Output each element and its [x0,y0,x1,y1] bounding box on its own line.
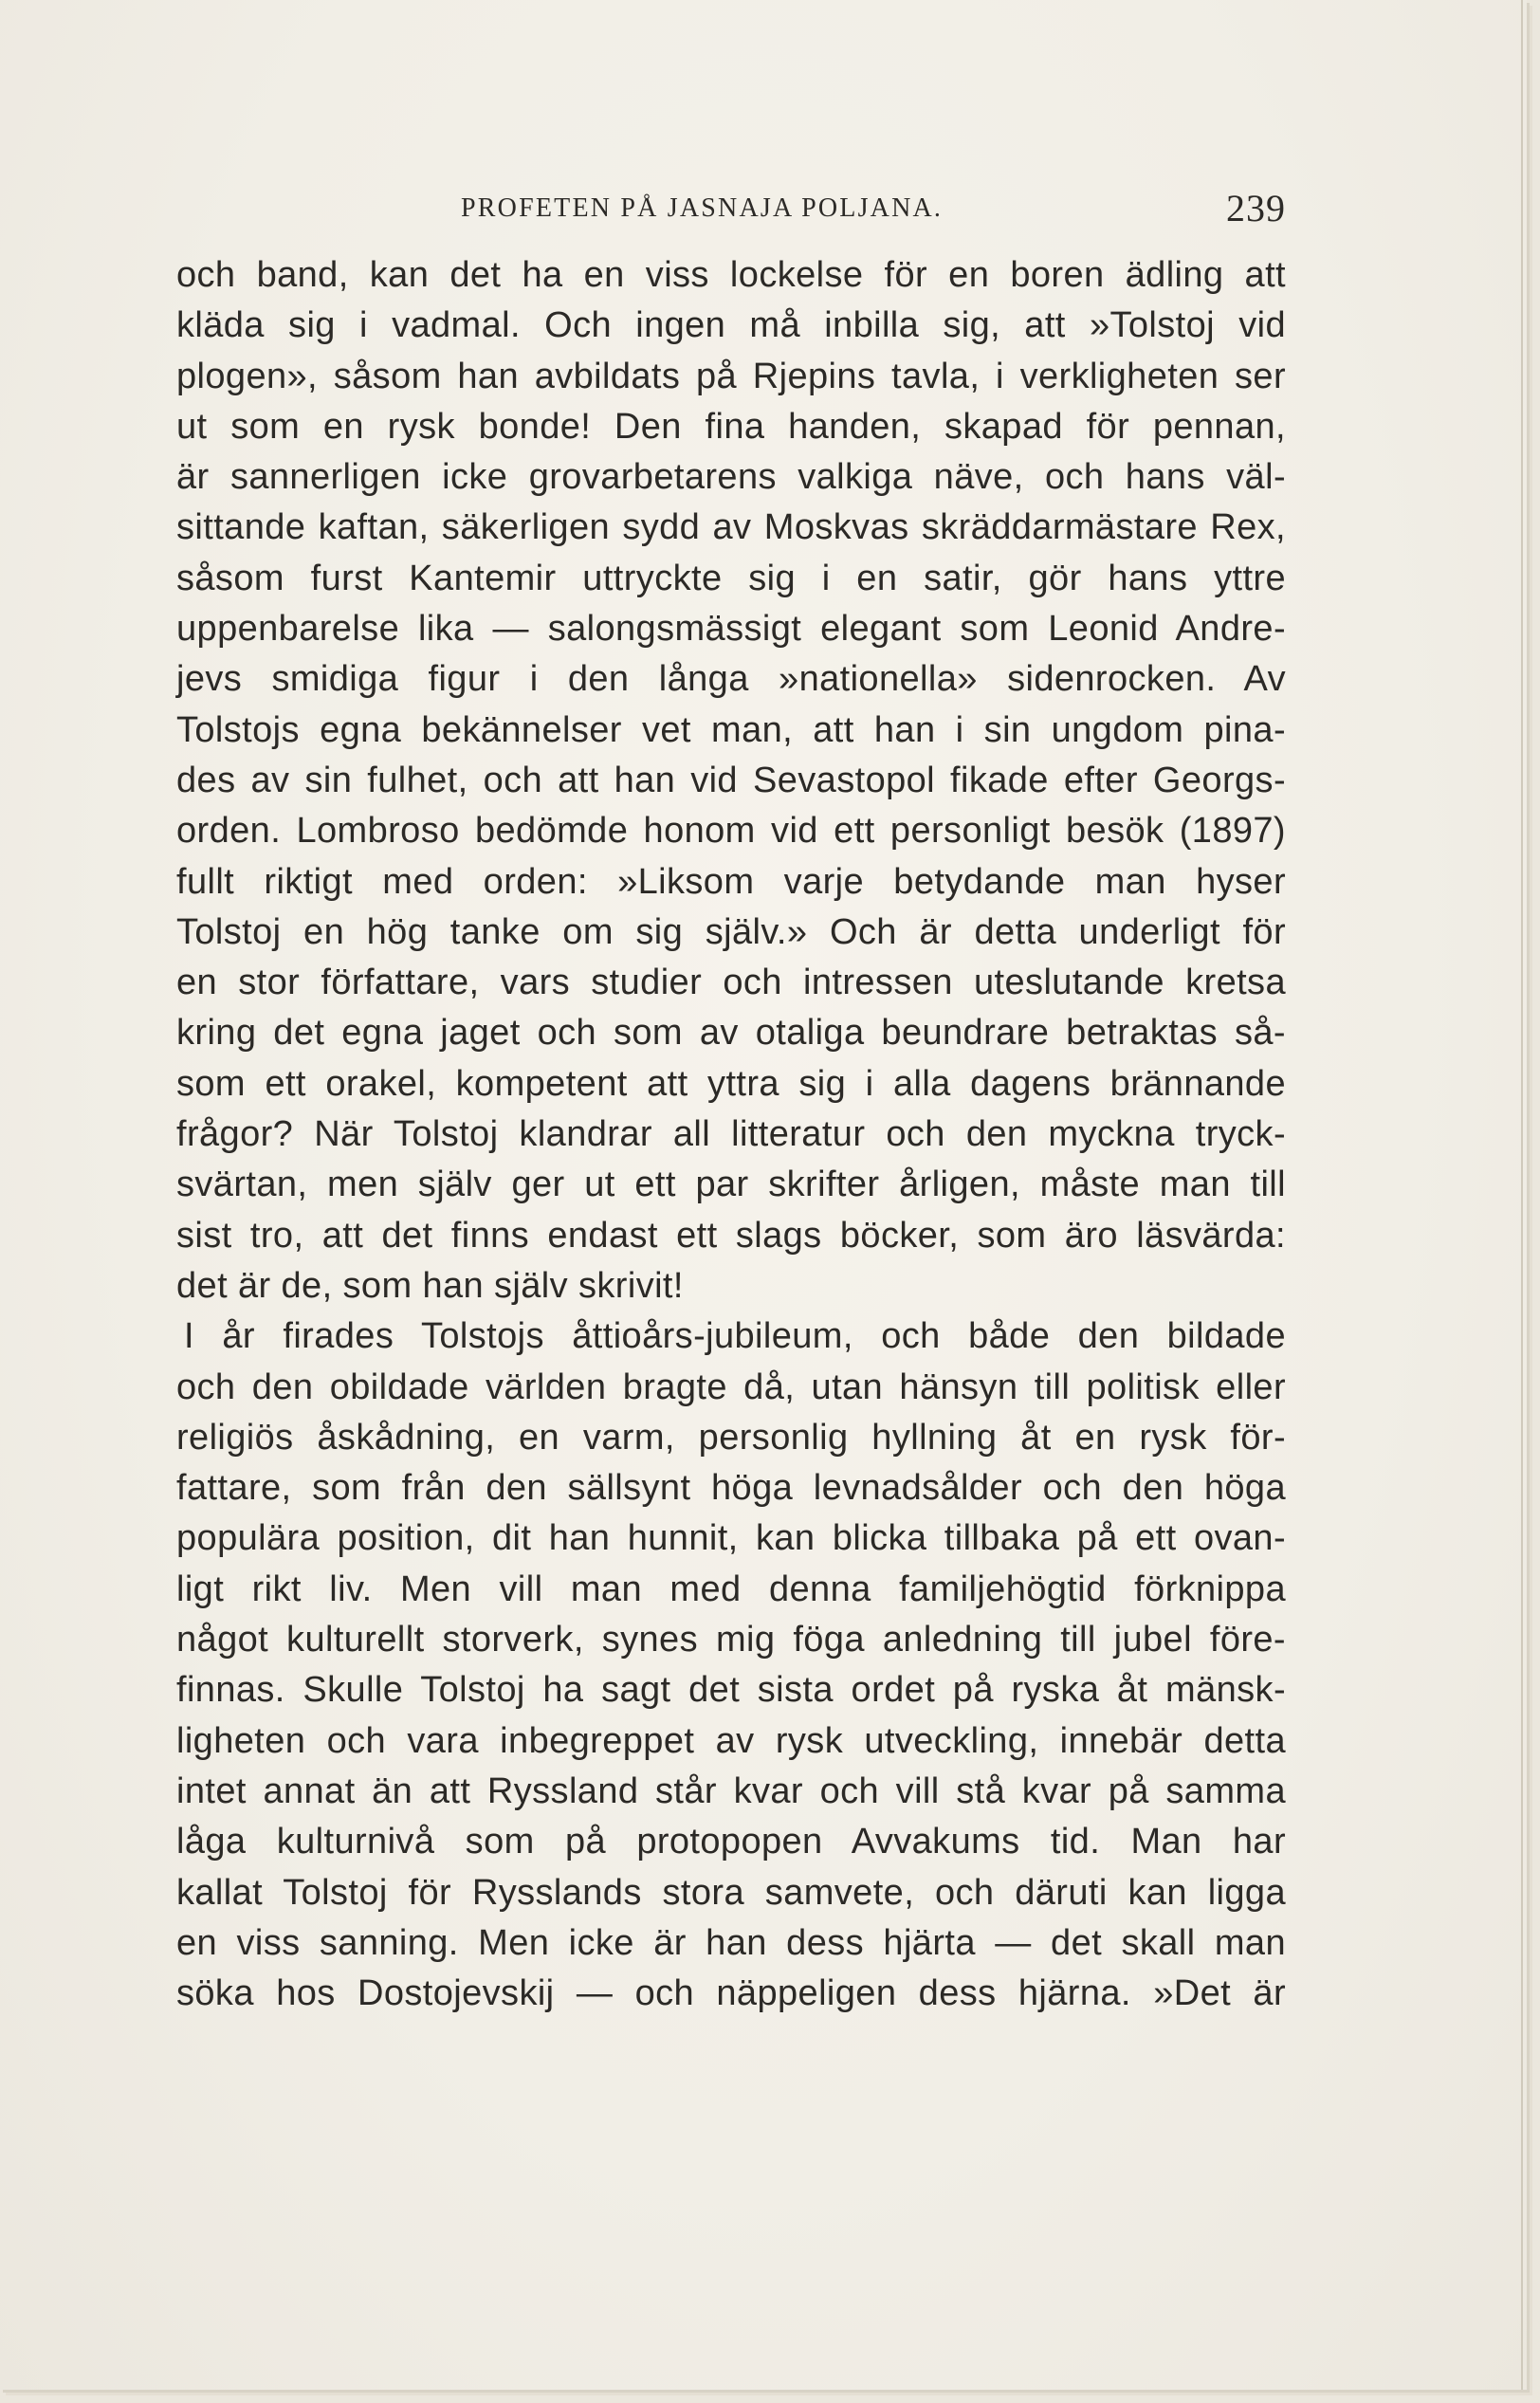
text-line: orden. Lombroso bedömde honom vid ett personligt besök (1897) [176,811,1286,852]
text-line: plogen», såsom han avbildats på Rjepins tavla, i verkligheten ser [176,356,1286,396]
text-line: jevs smidiga figur i den långa »nationella» sidenrocken. Av [176,659,1286,700]
text-line: fullt riktigt med orden: »Liksom varje betydande man hyser [176,861,1286,902]
paragraph-start-line: I år firades Tolstojs åttioårs-jubileum, och både den bildade [184,1316,1286,1357]
text-line: som ett orakel, kompetent att yttra sig i alla dagens brännande [176,1063,1286,1104]
text-line: populära position, dit han hunnit, kan blicka tillbaka på ett ovan- [176,1518,1286,1559]
text-line: något kulturellt storverk, synes mig föga anledning till jubel före- [176,1620,1286,1660]
body-text [176,250,1286,2019]
text-line: ut som en rysk bonde! Den fina handen, skapad för pennan, [176,406,1286,447]
text-line: intet annat än att Ryssland står kvar och vill stå kvar på samma [176,1770,1286,1811]
text-line: är sannerligen icke grovarbetarens valkiga näve, och hans väl- [176,457,1286,498]
text-line: kallat Tolstoj för Rysslands stora samvete, och däruti kan ligga [176,1872,1286,1913]
text-line: och band, kan det ha en viss lockelse för en boren ädling att [176,255,1286,295]
running-head [176,184,1286,241]
text-line: låga kulturnivå som på protopopen Avvakums tid. Man har [176,1822,1286,1862]
text-line: sist tro, att det finns endast ett slags böcker, som äro läsvärda: [176,1215,1286,1256]
text-line: svärtan, men själv ger ut ett par skrifter årligen, måste man till [176,1165,1286,1205]
text-line: kläda sig i vadmal. Och ingen må inbilla sig, att »Tolstoj vid [176,305,1286,346]
text-line: religiös åskådning, en varm, personlig hyllning åt en rysk för- [176,1417,1286,1458]
running-title: PROFETEN PÅ JASNAJA POLJANA. [461,193,944,223]
text-line: en stor författare, vars studier och intressen uteslutande kretsa [176,963,1286,1003]
text-line: fattare, som från den sällsynt höga levnadsålder och den höga [176,1468,1286,1509]
text-line: en viss sanning. Men icke är han dess hjärta — det skall man [176,1922,1286,1963]
page-edge [1521,0,1523,2390]
text-line: des av sin fulhet, och att han vid Sevastopol fikade efter Georgs- [176,760,1286,800]
text-line: uppenbarelse lika — salongsmässigt elegant som Leonid Andre- [176,609,1286,650]
text-line: och den obildade världen bragte då, utan hänsyn till politisk eller [176,1367,1286,1407]
page-number: 239 [1226,187,1286,229]
text-line: ligt rikt liv. Men vill man med denna familjehögtid förknippa [176,1568,1286,1609]
text-line: ligheten och vara inbegreppet av rysk utveckling, innebär detta [176,1720,1286,1761]
text-line: sittande kaftan, säkerligen sydd av Moskvas skräddarmästare Rex, [176,507,1286,548]
text-line: Tolstojs egna bekännelser vet man, att han i sin ungdom pina- [176,709,1286,750]
paragraph-end-line: det är de, som han själv skrivit! [176,1265,684,1306]
text-line: Tolstoj en hög tanke om sig själv.» Och är detta underligt för [176,911,1286,952]
text-line: såsom furst Kantemir uttryckte sig i en satir, gör hans yttre [176,558,1286,598]
text-line: finnas. Skulle Tolstoj ha sagt det sista ordet på ryska åt mänsk- [176,1670,1286,1711]
text-line: kring det egna jaget och som av otaliga beundrare betraktas så- [176,1013,1286,1054]
text-line: söka hos Dostojevskij — och näppeligen dess hjärna. »Det är [176,1973,1286,2014]
text-line: frågor? När Tolstoj klandrar all litteratur och den myckna tryck- [176,1114,1286,1155]
